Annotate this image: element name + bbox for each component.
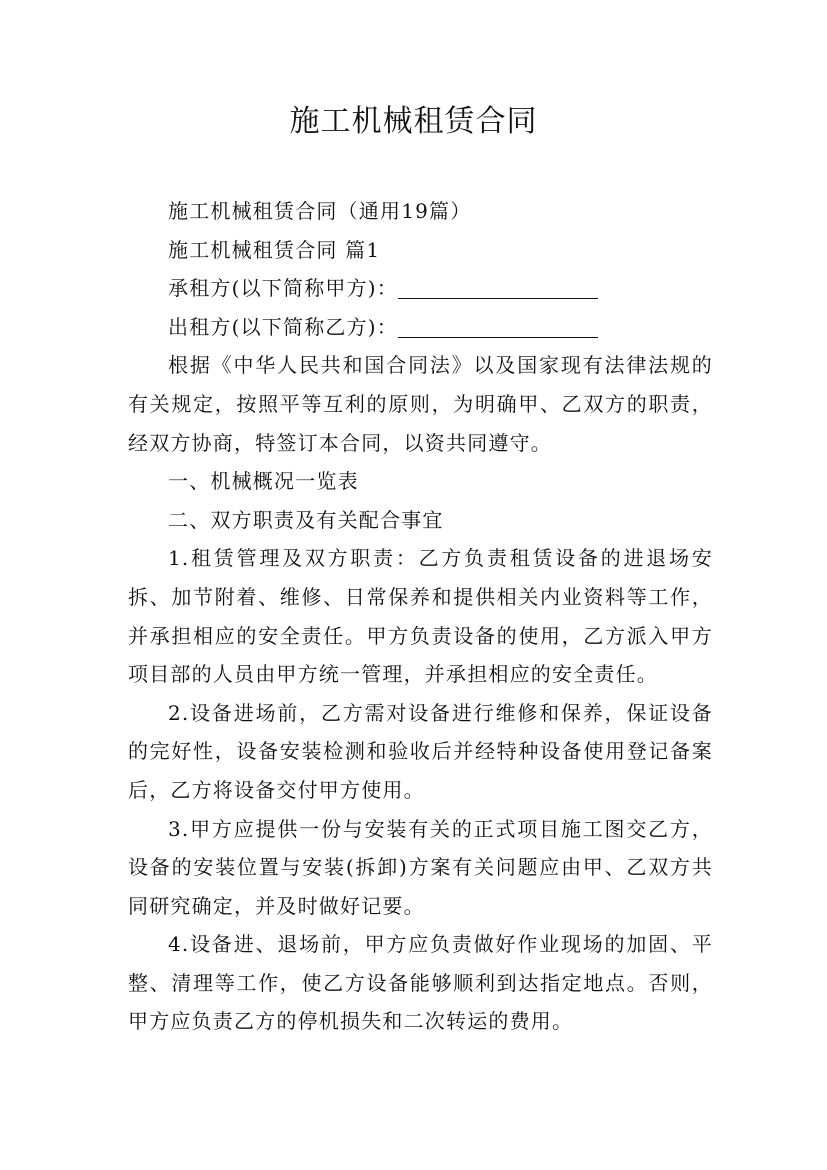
paragraph-party-a: [128, 269, 713, 308]
paragraph-subtitle: 施工机械租赁合同（通用19篇）: [168, 199, 472, 223]
paragraph-clause-4: 4.设备进、退场前，甲方应负责做好作业现场的加固、平整、清理等工作，使乙方设备能够顺利到达指定地点。否则，甲方应负责乙方的停机损失和二次转运的费用。: [128, 932, 713, 1034]
paragraph-clause-3: 3.甲方应提供一份与安装有关的正式项目施工图交乙方，设备的安装位置与安装(拆卸)方案有关问题应由甲、乙双方共同研究确定，并及时做好记要。: [128, 816, 713, 918]
paragraph-heading-1: 一、机械概况一览表: [168, 469, 359, 494]
party-b-label: 出租方(以下简称乙方)：: [168, 314, 399, 339]
paragraph-preamble: 根据《中华人民共和国合同法》以及国家现有法律法规的有关规定，按照平等互利的原则，为明确甲、乙双方的职责，经双方协商，特签订本合同，以资共同遵守。: [128, 353, 713, 455]
party-a-label: 承租方(以下简称甲方)：: [168, 276, 399, 301]
paragraph-clause-1: 1.租赁管理及双方职责：乙方负责租赁设备的进退场安拆、加节附着、维修、日常保养和提供相关内业资料等工作，并承担相应的安全责任。甲方负责设备的使用，乙方派入甲方项目部的人员由甲方统一管理，并承担相应的安全责任。: [128, 546, 713, 687]
paragraph-clause-2: 2.设备进场前，乙方需对设备进行维修和保养，保证设备的完好性，设备安装检测和验收后并经特种设备使用登记备案后，乙方将设备交付甲方使用。: [128, 700, 713, 802]
document-body: [128, 192, 713, 1041]
paragraph-party-b: [128, 308, 713, 347]
paragraph-section-heading: 施工机械租赁合同 篇1: [168, 237, 381, 262]
paragraph-heading-2: 二、双方职责及有关配合事宜: [168, 507, 444, 532]
party-b-blank-line: [398, 313, 598, 338]
party-a-blank-line: [398, 274, 598, 299]
document-title: 施工机械租赁合同: [289, 104, 538, 139]
